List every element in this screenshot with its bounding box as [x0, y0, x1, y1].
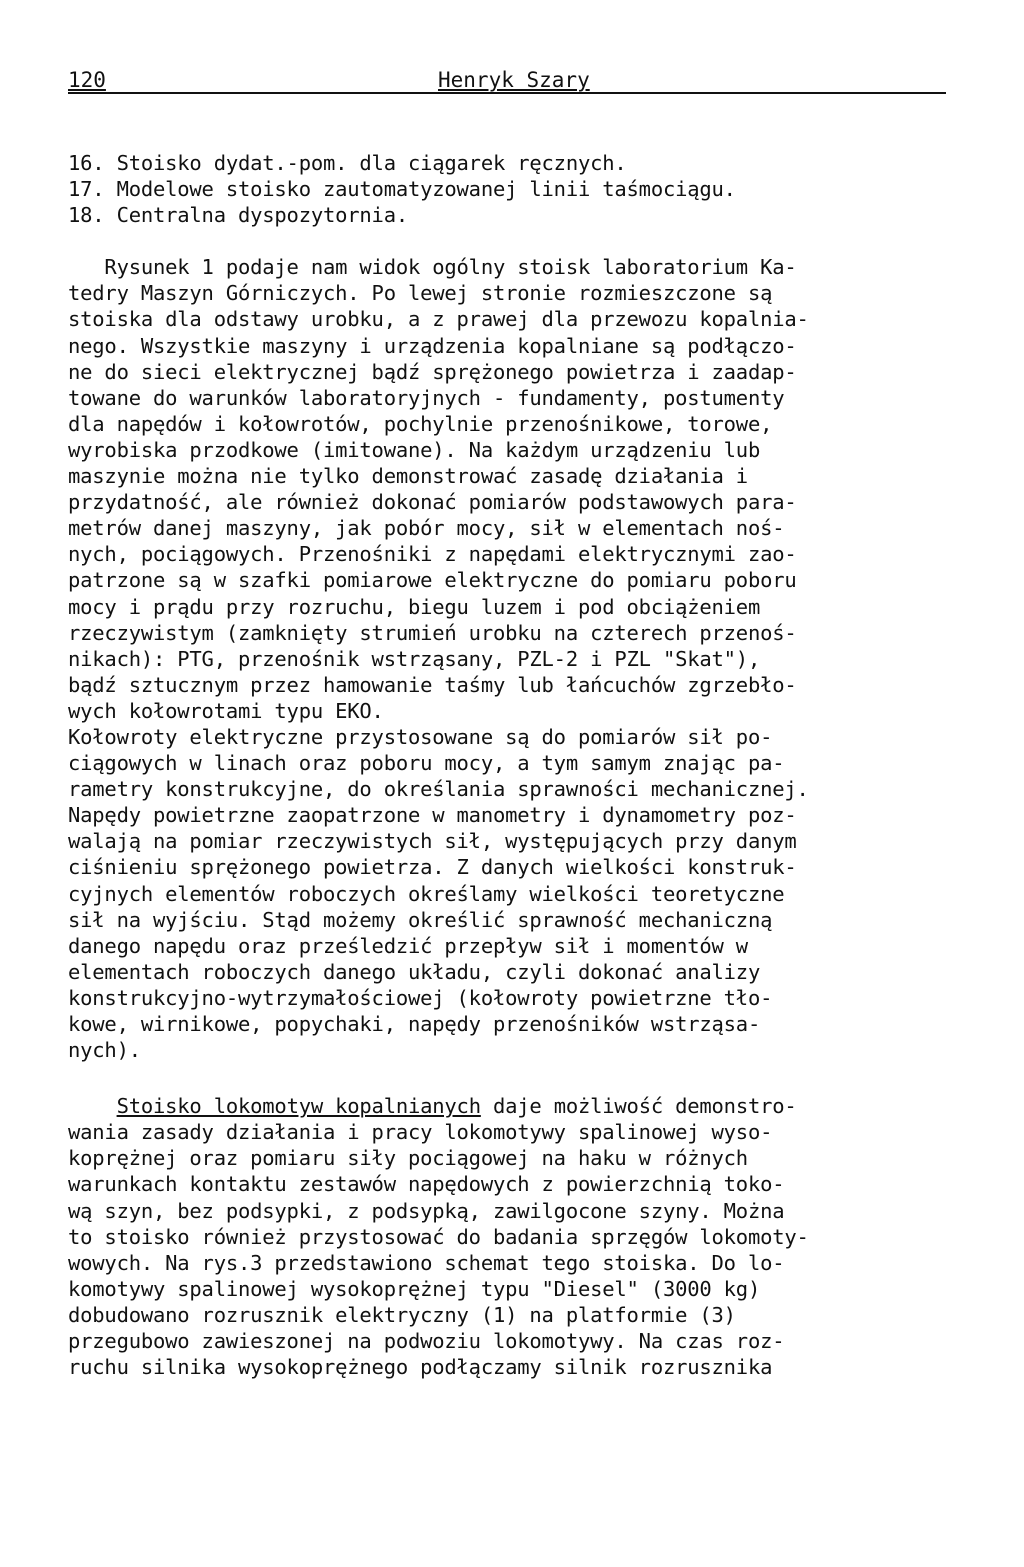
- text-line: cyjnych elementów roboczych określamy wielkości teoretyczne: [68, 881, 785, 906]
- text-line: patrzone są w szafki pomiarowe elektryczne do pomiaru poboru: [68, 568, 797, 593]
- body-paragraph-1: [68, 254, 954, 1063]
- text-line: komotywy spalinowej wysokoprężnej typu "Diesel" (3000 kg): [68, 1276, 761, 1301]
- text-line: wą szyn, bez podsypki, z podsypką, zawilgocone szyny. Można: [68, 1198, 785, 1223]
- text-line: mocy i prądu przy rozruchu, biegu luzem i pod obciążeniem: [68, 594, 761, 619]
- text-line: ne do sieci elektrycznej bądź sprężonego powietrza i zaadap-: [68, 359, 797, 384]
- text-line: dobudowano rozrusznik elektryczny (1) na platformie (3): [68, 1302, 736, 1327]
- text-line: towane do warunków laboratoryjnych - fundamenty, postumenty: [68, 385, 785, 410]
- text-line: ciśnieniu sprężonego powietrza. Z danych wielkości konstruk-: [68, 855, 797, 880]
- section-lead-rest: daje możliwość demonstro-: [480, 1094, 797, 1119]
- text-line: stoiska dla odstawy urobku, a z prawej dla przewozu kopalnia-: [68, 307, 809, 332]
- text-line: [68, 1093, 954, 1119]
- text-line: to stoisko również przystosować do badania sprzęgów lokomoty-: [68, 1224, 809, 1249]
- running-head-author: Henryk Szary: [438, 68, 590, 92]
- text-line: ruchu silnika wysokoprężnego podłączamy silnik rozrusznika: [68, 1355, 773, 1380]
- indent: [68, 1094, 117, 1118]
- text-line: dla napędów i kołowrotów, pochylnie przenośnikowe, torowe,: [68, 411, 773, 436]
- text-line: nego. Wszystkie maszyny i urządzenia kopalniane są podłączo-: [68, 333, 797, 358]
- text-line: nych, pociągowych. Przenośniki z napędami elektrycznymi zao-: [68, 542, 797, 567]
- text-line: rzeczywistym (zamknięty strumień urobku na czterech przenoś-: [68, 620, 797, 645]
- text-line: wowych. Na rys.3 przedstawiono schemat tego stoiska. Do lo-: [68, 1250, 785, 1275]
- body-paragraph-2: [68, 1093, 954, 1380]
- text-line: koprężnej oraz pomiaru siły pociągowej na haku w różnych: [68, 1146, 748, 1171]
- text-line: kowe, wirnikowe, popychaki, napędy przenośników wstrząsa-: [68, 1012, 761, 1036]
- list-item: 18. Centralna dyspozytornia.: [68, 203, 408, 228]
- text-line: wych kołowrotami typu EKO.: [68, 698, 384, 723]
- text-line: wyrobiska przodkowe (imitowane). Na każdym urządzeniu lub: [68, 437, 761, 462]
- text-line: bądź sztucznym przez hamowanie taśmy lub łańcuchów zgrzebło-: [68, 672, 797, 697]
- text-line: przegubowo zawieszonej na podwoziu lokomotywy. Na czas roz-: [68, 1329, 785, 1354]
- text-line: tedry Maszyn Górniczych. Po lewej stronie rozmieszczone są: [68, 281, 773, 306]
- text-line: Napędy powietrzne zaopatrzone w manometry i dynamometry poz-: [68, 803, 797, 828]
- spacer: [68, 1063, 954, 1093]
- text-line: przydatność, ale również dokonać pomiarów podstawowych para-: [68, 490, 797, 515]
- text-line: rametry konstrukcyjne, do określania sprawności mechanicznej.: [68, 777, 809, 802]
- list-item: 16. Stoisko dydat.-pom. dla ciągarek ręcznych.: [68, 151, 627, 175]
- text-line: Kołowroty elektryczne przystosowane są do pomiarów sił po-: [68, 724, 773, 749]
- text-line: walają na pomiar rzeczywistych sił, występujących przy danym: [68, 829, 797, 854]
- list-item: 17. Modelowe stoisko zautomatyzowanej linii taśmociągu.: [68, 177, 736, 202]
- text-line: sił na wyjściu. Stąd możemy określić sprawność mechaniczną: [68, 907, 773, 932]
- text-line: maszynie można nie tylko demonstrować zasadę działania i: [68, 464, 748, 489]
- numbered-list: [68, 150, 954, 228]
- page-header: [68, 62, 946, 94]
- text-line: metrów danej maszyny, jak pobór mocy, sił w elementach noś-: [68, 516, 785, 541]
- text-line: danego napędu oraz prześledzić przepływ sił i momentów w: [68, 933, 748, 958]
- page-number: 120: [68, 68, 106, 92]
- text-line: nikach): PTG, przenośnik wstrząsany, PZL-2 i PZL "Skat"),: [68, 646, 761, 671]
- text-line: warunkach kontaktu zestawów napędowych z powierzchnią toko-: [68, 1172, 785, 1197]
- section-lead-underlined: Stoisko lokomotyw kopalnianych: [116, 1094, 481, 1119]
- text-line: ciągowych w linach oraz poboru mocy, a tym samym znając pa-: [68, 751, 785, 776]
- text-line: nych).: [68, 1038, 141, 1063]
- text-line: elementach roboczych danego układu, czyli dokonać analizy: [68, 959, 761, 984]
- text-line: Rysunek 1 podaje nam widok ogólny stoisk laboratorium Ka-: [68, 255, 797, 280]
- text-line: wania zasady działania i pracy lokomotywy spalinowej wyso-: [68, 1120, 773, 1145]
- text-line: konstrukcyjno-wytrzymałościowej (kołowroty powietrzne tło-: [68, 985, 773, 1010]
- spacer: [68, 228, 954, 254]
